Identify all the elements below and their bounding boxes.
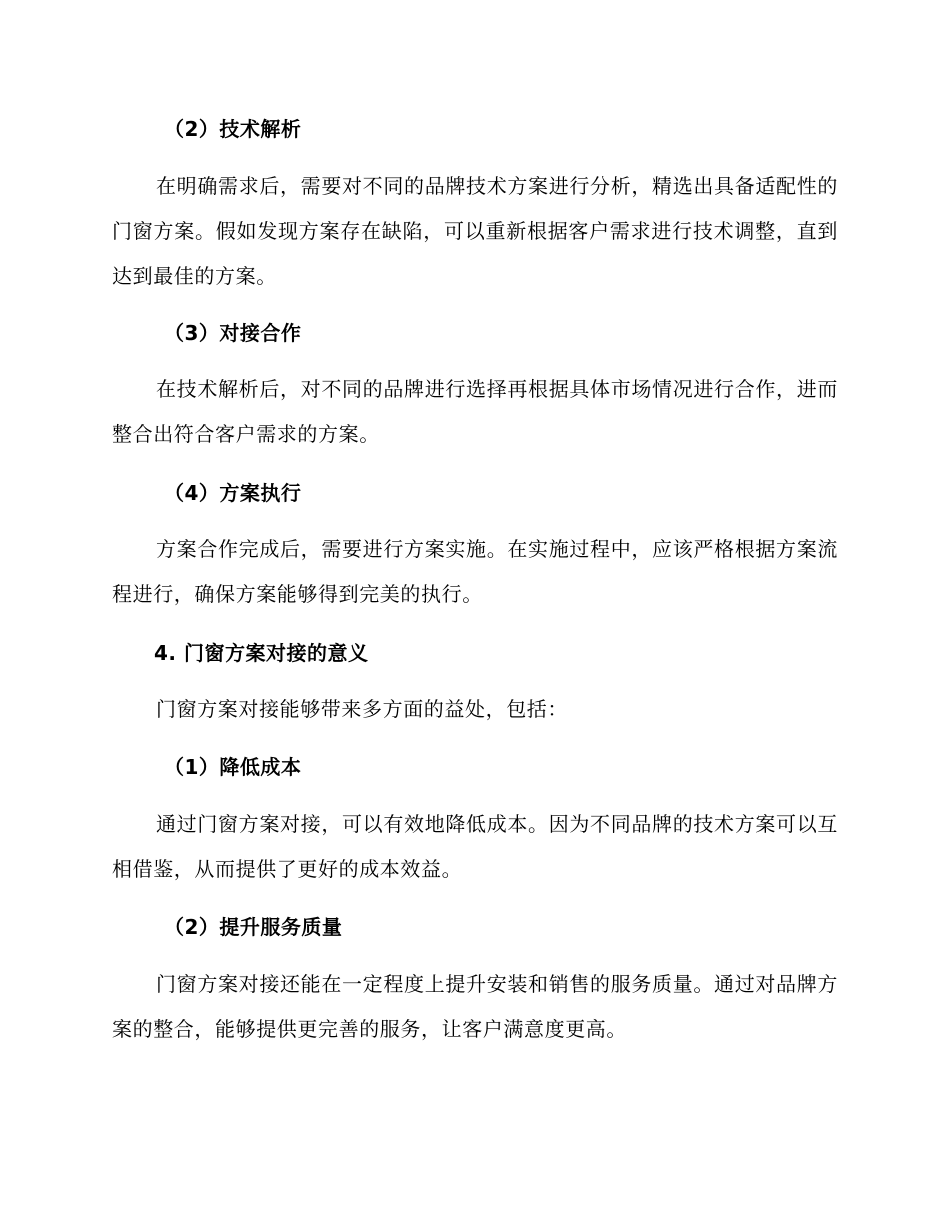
paragraph-reduce-cost: 通过门窗方案对接，可以有效地降低成本。因为不同品牌的技术方案可以互相借鉴，从而提供了更好的成本效益。 (112, 812, 838, 881)
subheading-reduce-cost: （1）降低成本 (164, 755, 302, 779)
section-heading-significance: 4. 门窗方案对接的意义 (154, 641, 369, 665)
paragraph-technical-analysis: 在明确需求后，需要对不同的品牌技术方案进行分析，精选出具备适配性的门窗方案。假如发现方案存在缺陷，可以重新根据客户需求进行技术调整，直到达到最佳的方案。 (112, 174, 838, 288)
paragraph-cooperation: 在技术解析后，对不同的品牌进行选择再根据具体市场情况进行合作，进而整合出符合客户需求的方案。 (112, 377, 838, 446)
subheading-technical-analysis: （2）技术解析 (164, 117, 302, 141)
subheading-cooperation: （3）对接合作 (164, 321, 302, 345)
paragraph-service-quality: 门窗方案对接还能在一定程度上提升安装和销售的服务质量。通过对品牌方案的整合，能够提供更完善的服务，让客户满意度更高。 (112, 972, 838, 1041)
subheading-service-quality: （2）提升服务质量 (164, 915, 343, 939)
subheading-execution: （4）方案执行 (164, 481, 302, 505)
paragraph-execution: 方案合作完成后，需要进行方案实施。在实施过程中，应该严格根据方案流程进行，确保方案能够得到完美的执行。 (112, 537, 838, 606)
paragraph-benefits-intro: 门窗方案对接能够带来多方面的益处，包括： (156, 697, 568, 721)
